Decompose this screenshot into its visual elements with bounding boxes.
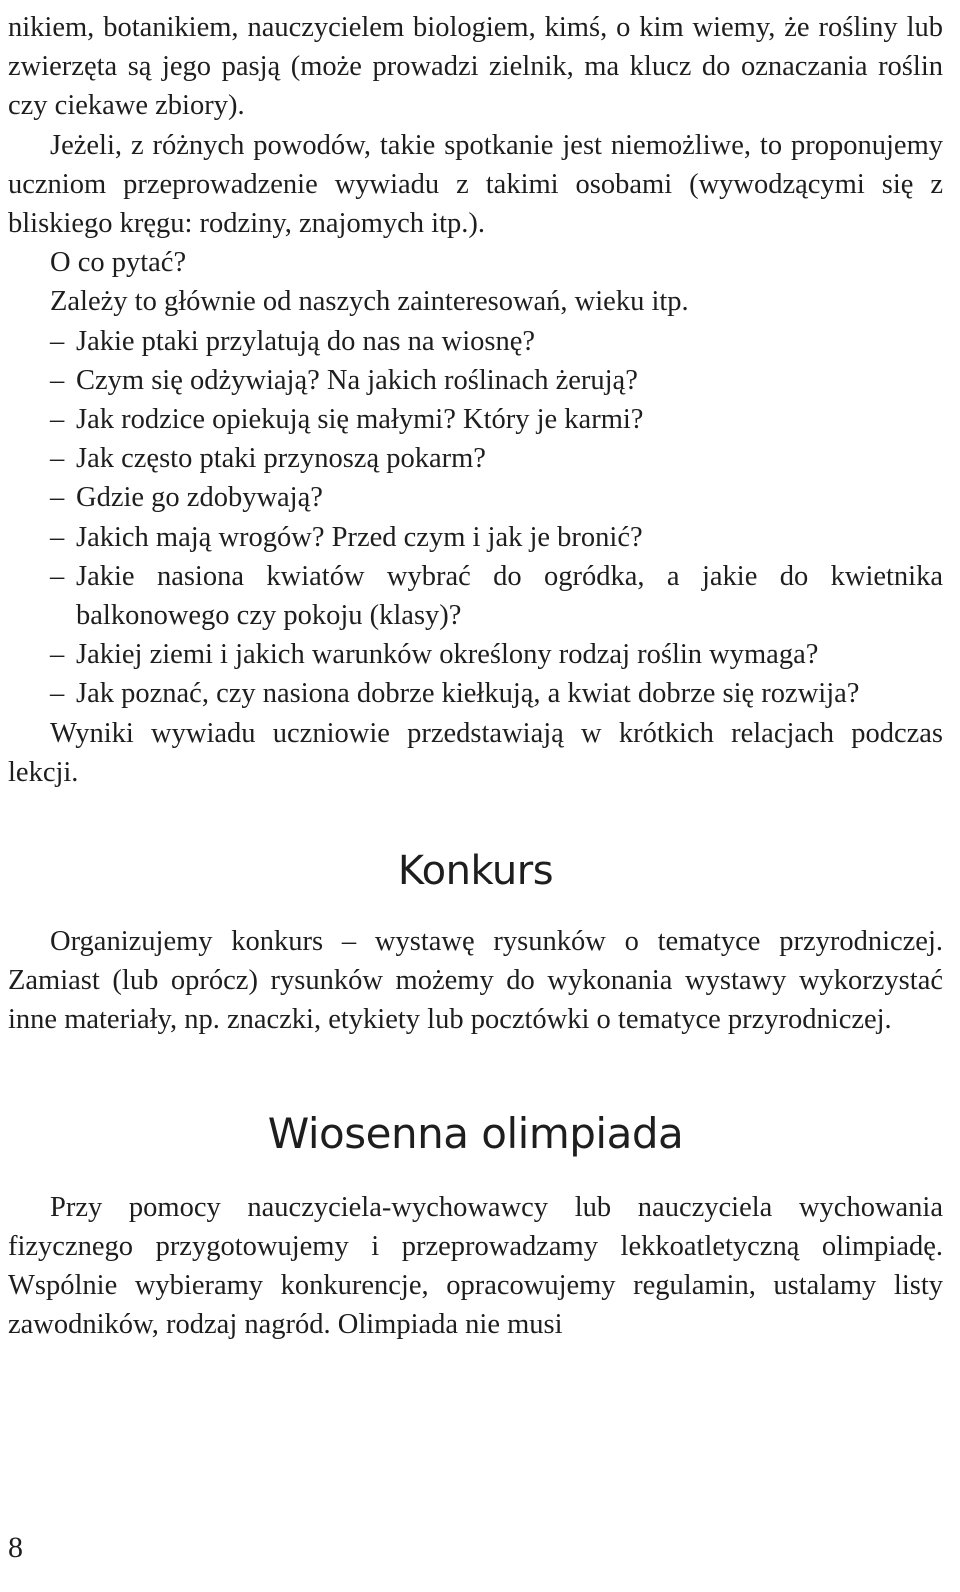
question-heading: O co pytać?	[50, 247, 187, 279]
document-page	[8, 8, 943, 1344]
question-list	[8, 322, 943, 714]
list-item: – Jakiej ziemi i jakich warunków określony rodzaj roślin wymaga?	[8, 635, 943, 674]
question-intro: Zależy to głównie od naszych zainteresowań, wieku itp.	[50, 286, 689, 318]
intro-paragraph: nikiem, botanikiem, nauczycielem biologiem, kimś, o kim wiemy, że rośliny lub zwierzęta są jego pasją (może prowadzi zielnik, ma klucz do oznaczania roślin czy ciekawe zbiory).	[8, 12, 943, 122]
list-item: – Jak rodzice opiekują się małymi? Który je karmi?	[8, 400, 943, 439]
list-item: – Jak często ptaki przynoszą pokarm?	[8, 439, 943, 478]
list-item: – Jakie ptaki przylatują do nas na wiosnę?	[8, 322, 943, 361]
konkurs-paragraph: Organizujemy konkurs – wystawę rysunków o tematyce przyrodniczej. Zamiast (lub oprócz) rysunków możemy do wykonania wystawy wykorzystać inne materiały, np. znaczki, etykiety lub pocztówki o tematyce przyrodniczej.	[8, 926, 943, 1036]
list-item: – Gdzie go zdobywają?	[8, 478, 943, 517]
page-number: 8	[8, 1531, 23, 1564]
results-paragraph: Wyniki wywiadu uczniowie przedstawiają w krótkich relacjach podczas lekcji.	[8, 717, 943, 788]
list-item: – Jakie nasiona kwiatów wybrać do ogródka, a jakie do kwietnika balkonowego czy pokoju (klasy)?	[8, 557, 943, 635]
list-item: – Czym się odżywiają? Na jakich roślinach żerują?	[8, 361, 943, 400]
list-item: – Jakich mają wrogów? Przed czym i jak je bronić?	[8, 518, 943, 557]
list-item: – Jak poznać, czy nasiona dobrze kiełkują, a kwiat dobrze się rozwija?	[8, 674, 943, 713]
section-title-olimpiada: Wiosenna olimpiada	[267, 1108, 684, 1158]
olimpiada-paragraph: Przy pomocy nauczyciela-wychowawcy lub nauczyciela wychowania fizycznego przygotowujemy i przeprowadzamy lekkoatletyczną olimpiadę. Wspólnie wybieramy konkurencje, opracowujemy regulamin, ustalamy listy zawodników, rodzaj nagród. Olimpiada nie musi	[8, 1191, 943, 1341]
section-title-konkurs: Konkurs	[397, 848, 554, 895]
interview-paragraph: Jeżeli, z różnych powodów, takie spotkanie jest niemożliwe, to proponujemy uczniom przeprowadzenie wywiadu z takimi osobami (wywodzącymi się z bliskiego kręgu: rodziny, znajomych itp.).	[8, 129, 943, 240]
